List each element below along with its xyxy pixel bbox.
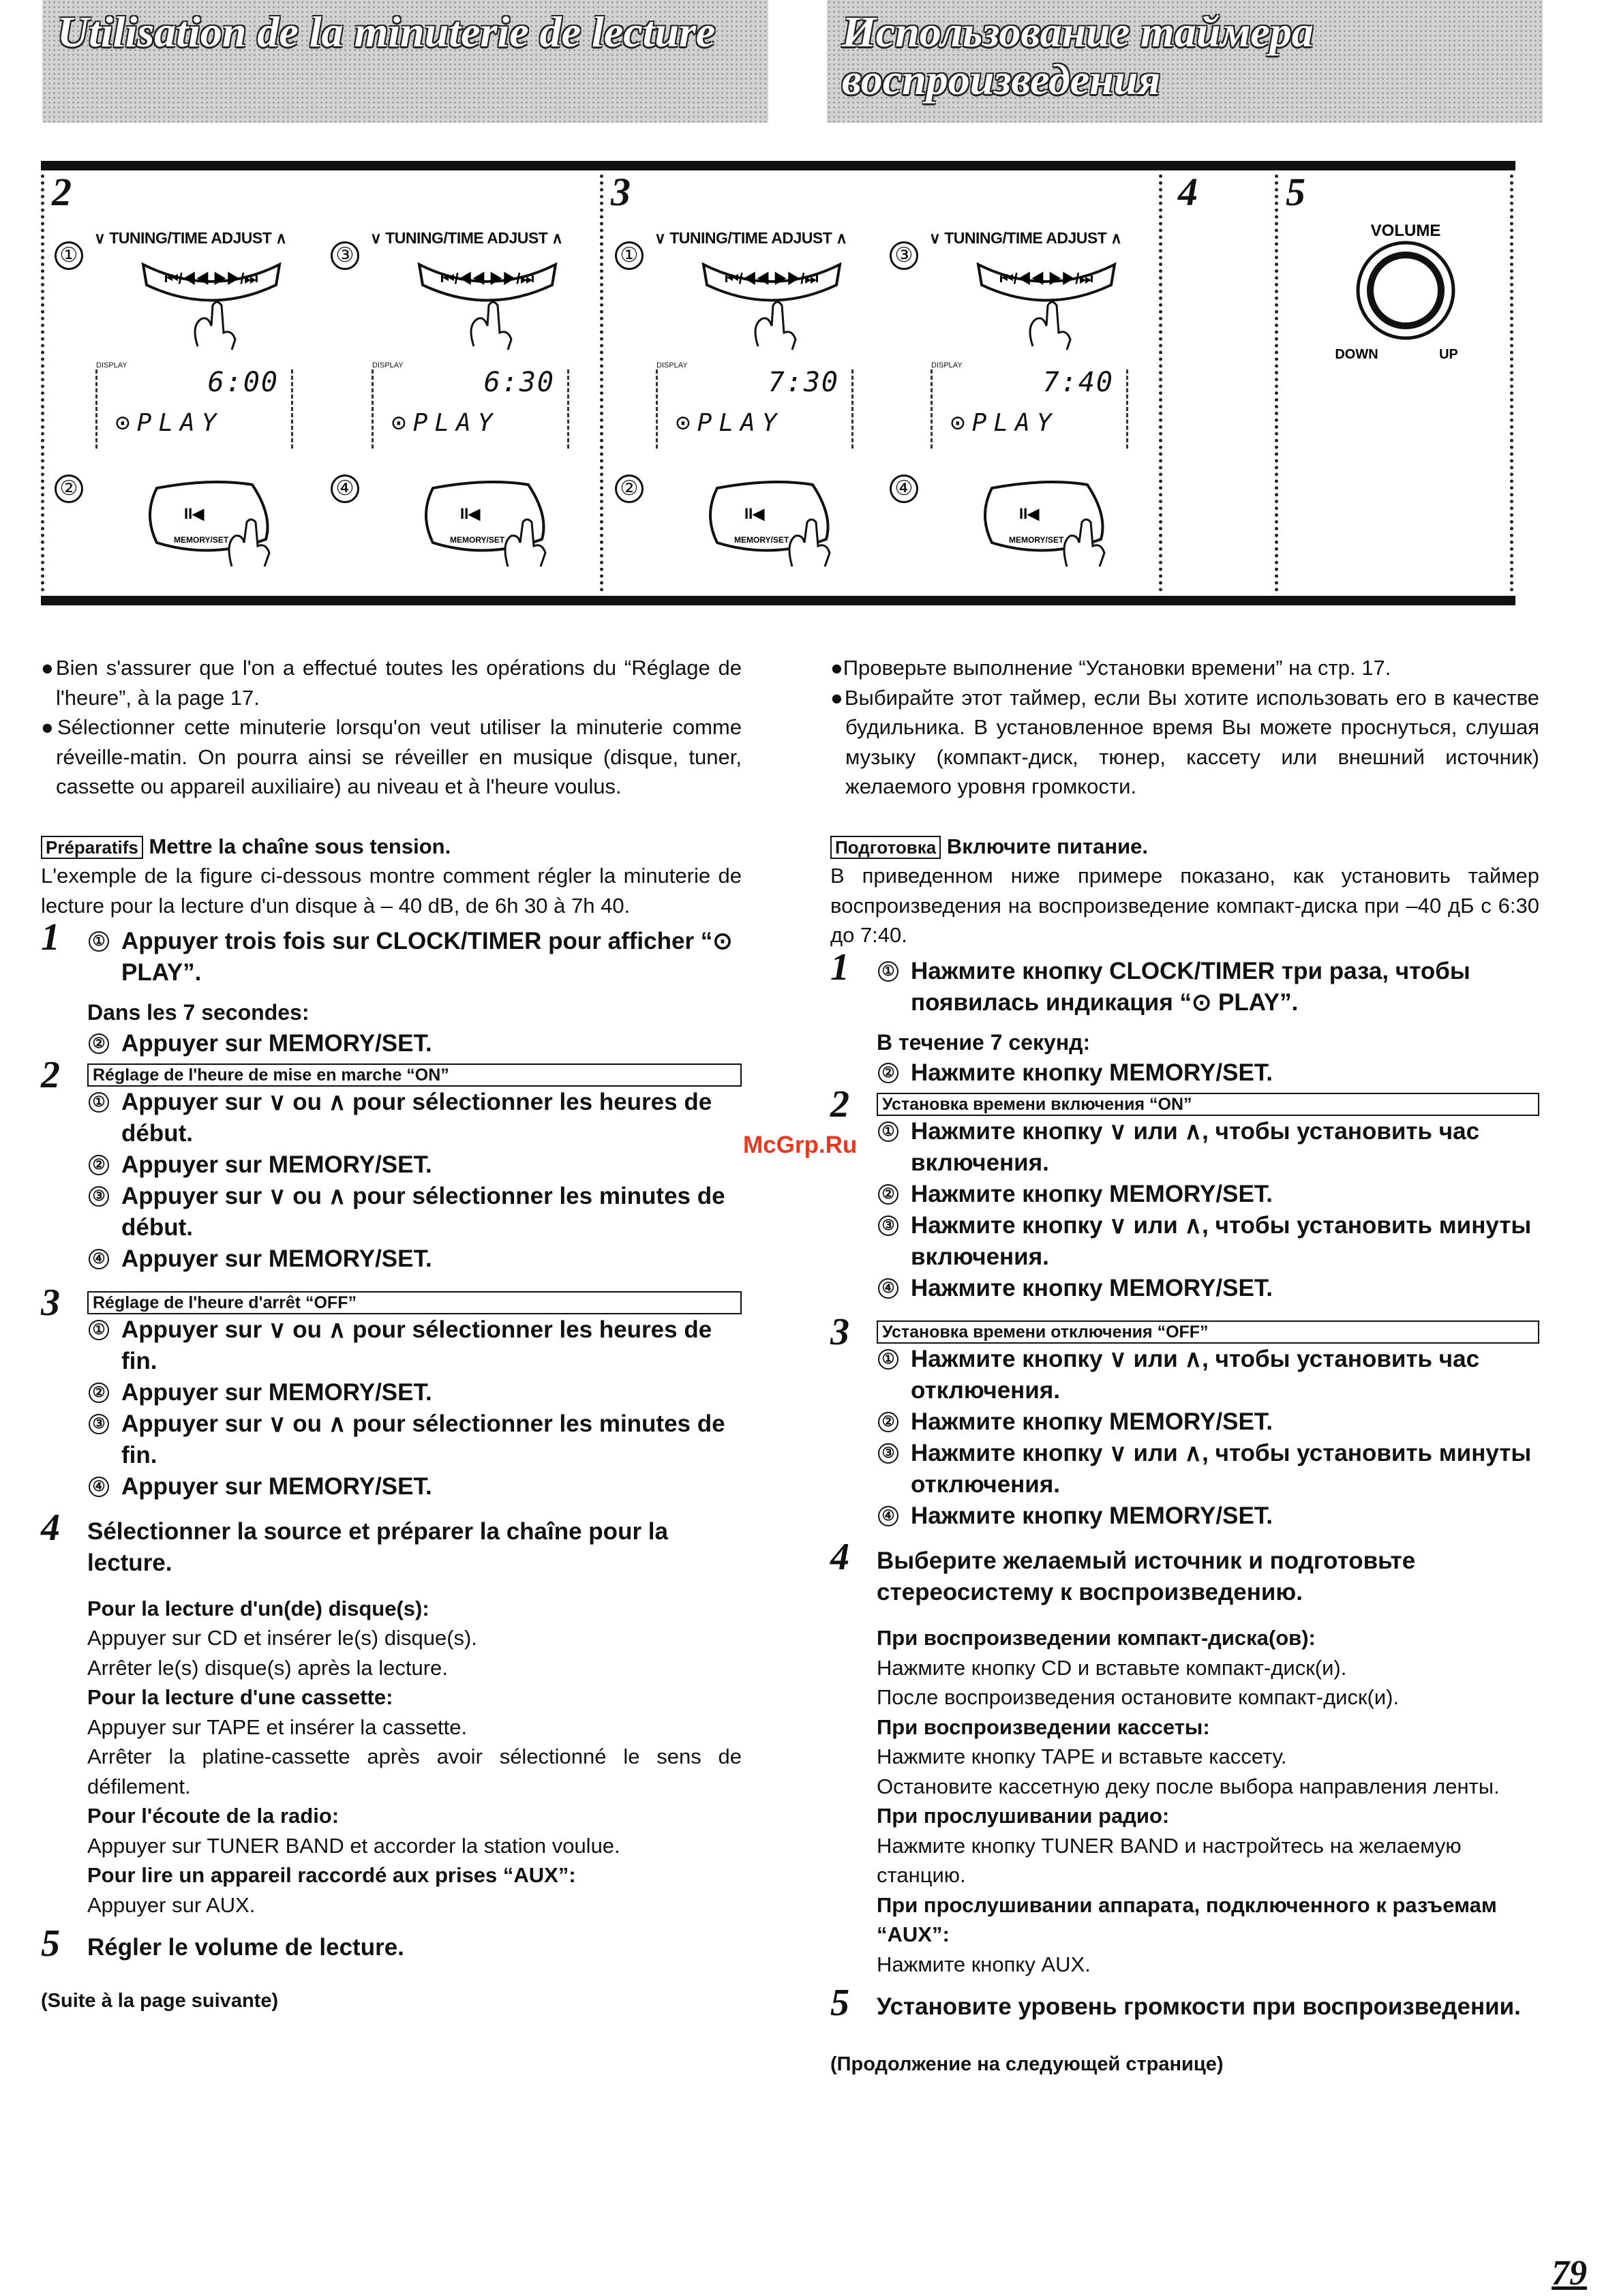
source-list [87, 1594, 742, 1920]
step-number: 4 [41, 1506, 60, 1549]
source-text: Остановите кассетную деку после выбора направления ленты. [877, 1774, 1500, 1798]
divider [1159, 175, 1162, 592]
circled-number: ③ [890, 241, 918, 270]
operation-unit [331, 175, 596, 584]
diagram-strip [41, 161, 1515, 605]
step-text: Нажмите кнопку CLOCK/TIMER три раза, чтобы появилась индикация “⊙ PLAY”. [911, 957, 1470, 1016]
svg-text:⏮/◀◀ ▶▶/⏭: ⏮/◀◀ ▶▶/⏭ [164, 270, 258, 287]
within-note: Dans les 7 secondes: [87, 1000, 309, 1025]
step-heading: Установка времени включения “ON” [877, 1093, 1539, 1116]
prep-label: Подготовка [830, 836, 941, 859]
lcd-play: ⊙PLAY [950, 409, 1059, 437]
prep-line [41, 832, 742, 862]
step-text: Régler le volume de lecture. [87, 1934, 404, 1961]
tuning-button-icon [971, 251, 1121, 353]
memory-set-button-icon [971, 474, 1121, 570]
source-text: Нажмите кнопку TAPE и вставьте кассету. [877, 1744, 1287, 1768]
svg-text:MEMORY/SET: MEMORY/SET [1009, 535, 1064, 545]
step-4 [41, 1506, 742, 1920]
prep-line [830, 832, 1539, 862]
source-text: Appuyer sur CD et insérer le(s) disque(s). [87, 1626, 477, 1650]
step-text: Appuyer trois fois sur CLOCK/TIMER pour afficher “⊙ PLAY”. [121, 928, 733, 986]
within-note: В течение 7 секунд: [877, 1029, 1091, 1055]
step-3 [41, 1281, 742, 1502]
tuning-button-icon [412, 251, 562, 353]
memory-set-button-icon [412, 474, 562, 570]
circled-number: ② [878, 1184, 898, 1205]
volume-up-label: UP [1439, 347, 1458, 362]
step-text: Appuyer sur ∨ ou ∧ pour sélectionner les minutes de fin. [121, 1410, 725, 1468]
source-text: Нажмите кнопку TUNER BAND и настройтесь на желаемую станцию. [877, 1833, 1462, 1887]
source-text: Appuyer sur AUX. [87, 1892, 256, 1917]
source-heading: При воспроизведении кассеты: [877, 1715, 1210, 1739]
divider [600, 175, 603, 592]
divider [1510, 175, 1513, 592]
tuning-label: ∨ TUNING/TIME ADJUST ∧ [929, 229, 1122, 247]
prep-text: В приведенном ниже примере показано, как установить таймер воспроизведения на воспроизведение компакт-диска при –40 дБ с 6:30 до 7:40. [830, 864, 1539, 947]
volume-panel [1288, 175, 1507, 592]
tuning-label: ∨ TUNING/TIME ADJUST ∧ [94, 229, 287, 247]
tuning-button-icon [136, 251, 286, 353]
step-text: Нажмите кнопку MEMORY/SET. [911, 1502, 1273, 1529]
svg-text:MEMORY/SET: MEMORY/SET [174, 535, 229, 545]
svg-text:II◀: II◀ [184, 505, 205, 522]
step-text: Нажмите кнопку ∨ или ∧, чтобы установить минуты включения. [911, 1212, 1532, 1270]
step-text: Sélectionner la source et préparer la chaîne pour la lecture. [87, 1517, 668, 1576]
step-text: Appuyer sur MEMORY/SET. [121, 1151, 432, 1178]
prep-title: Mettre la chaîne sous tension. [149, 834, 451, 858]
display-tag: DISPLAY [372, 361, 404, 369]
circled-number: ① [878, 961, 898, 982]
circled-number: ① [615, 241, 644, 270]
circled-number: ② [89, 1155, 109, 1175]
step-2 [830, 1083, 1539, 1304]
source-text: После воспроизведения остановите компакт-диск(и). [877, 1685, 1400, 1709]
diagram-step-number: 2 [52, 170, 72, 214]
diagram-step-number: 3 [611, 170, 631, 214]
circled-number: ③ [331, 241, 359, 270]
french-column [41, 653, 742, 2016]
step-text: Appuyer sur ∨ ou ∧ pour sélectionner les minutes de début. [121, 1182, 725, 1241]
page-title-french: Utilisation de la minuterie de lecture [57, 7, 716, 56]
circled-number: ② [89, 1033, 109, 1054]
circled-number: ① [55, 241, 83, 270]
step-3 [830, 1311, 1539, 1532]
step-5 [41, 1922, 742, 1965]
operation-unit [55, 175, 320, 584]
watermark-text: McGrp.Ru [743, 1132, 858, 1158]
step-text: Appuyer sur MEMORY/SET. [121, 1029, 432, 1057]
source-list [877, 1623, 1539, 1979]
prep-title: Включите питание. [946, 834, 1149, 858]
lcd-time: 7:30 [768, 367, 839, 398]
step-text: Нажмите кнопку MEMORY/SET. [911, 1275, 1273, 1301]
step-text: Нажмите кнопку ∨ или ∧, чтобы установить час включения. [911, 1118, 1480, 1176]
source-heading: При прослушивании радио: [877, 1804, 1170, 1828]
step-text: Appuyer sur MEMORY/SET. [121, 1472, 432, 1500]
title-banner-french [42, 0, 768, 123]
step-number: 4 [830, 1536, 849, 1578]
step-number: 1 [830, 946, 849, 988]
svg-text:II◀: II◀ [460, 505, 481, 522]
step-number: 3 [830, 1311, 849, 1353]
continued-note: (Suite à la page suivante) [41, 1990, 279, 2012]
circled-number: ③ [878, 1215, 898, 1236]
svg-text:⏮/◀◀ ▶▶/⏭: ⏮/◀◀ ▶▶/⏭ [999, 270, 1093, 287]
step-text: Нажмите кнопку MEMORY/SET. [911, 1181, 1273, 1207]
step-2 [41, 1053, 742, 1275]
volume-label: VOLUME [1370, 222, 1441, 240]
display-tag: DISPLAY [96, 361, 127, 369]
step-1 [830, 946, 1539, 1089]
page-title-russian: Использование таймера воспроизведения [842, 7, 1314, 104]
circled-number: ④ [890, 474, 918, 503]
circled-number: ② [615, 474, 644, 503]
circled-number: ③ [89, 1414, 109, 1434]
circled-number: ① [878, 1349, 898, 1370]
step-1 [41, 916, 742, 1059]
title-banner-russian [827, 0, 1543, 123]
circled-number: ④ [89, 1477, 109, 1497]
step-number: 3 [41, 1281, 60, 1324]
lcd-display [931, 361, 1128, 449]
lcd-display [372, 361, 569, 449]
operation-unit [890, 175, 1155, 584]
svg-text:II◀: II◀ [744, 505, 765, 522]
svg-text:MEMORY/SET: MEMORY/SET [450, 535, 505, 545]
step-text: Appuyer sur ∨ ou ∧ pour sélectionner les heures de début. [121, 1088, 712, 1147]
page-number: 79 [1552, 2254, 1587, 2293]
source-text: Appuyer sur TUNER BAND et accorder la station voulue. [87, 1833, 620, 1858]
source-text: Нажмите кнопку AUX. [877, 1952, 1091, 1976]
prep-text: L'exemple de la figure ci-dessous montre comment régler la minuterie de lecture pour la lecture d'un disque à – 40 dB, de 6h 30 à 7h 40. [41, 864, 742, 918]
step-4 [830, 1536, 1539, 1979]
tuning-label: ∨ TUNING/TIME ADJUST ∧ [654, 229, 847, 247]
lcd-time: 6:30 [483, 367, 555, 398]
lcd-play: ⊙PLAY [391, 409, 500, 437]
circled-number: ② [878, 1063, 898, 1083]
circled-number: ① [89, 1092, 109, 1113]
circled-number: ② [55, 474, 83, 503]
bullet-item: ●Проверьте выполнение “Установки времени” на стр. 17. [830, 656, 1391, 680]
lcd-time: 7:40 [1042, 367, 1114, 398]
source-heading: Pour la lecture d'un(de) disque(s): [87, 1596, 429, 1620]
step-text: Нажмите кнопку MEMORY/SET. [911, 1408, 1273, 1435]
step-heading: Réglage de l'heure d'arrêt “OFF” [87, 1291, 742, 1314]
step-heading: Установка времени отключения “OFF” [877, 1320, 1539, 1344]
tuning-label: ∨ TUNING/TIME ADJUST ∧ [370, 229, 563, 247]
circled-number: ④ [878, 1278, 898, 1299]
source-heading: Pour la lecture d'une cassette: [87, 1685, 393, 1709]
volume-knob-icon [1288, 215, 1507, 420]
lcd-play: ⊙PLAY [676, 409, 784, 437]
svg-text:MEMORY/SET: MEMORY/SET [734, 535, 789, 545]
step-5 [830, 1982, 1539, 2024]
step-number: 1 [41, 916, 60, 958]
svg-text:⏮/◀◀ ▶▶/⏭: ⏮/◀◀ ▶▶/⏭ [440, 270, 534, 287]
divider [1275, 175, 1278, 592]
memory-set-button-icon [136, 474, 286, 570]
source-heading: Pour l'écoute de la radio: [87, 1804, 339, 1828]
step-text: Appuyer sur ∨ ou ∧ pour sélectionner les heures de fin. [121, 1316, 712, 1374]
step-text: Appuyer sur MEMORY/SET. [121, 1378, 432, 1406]
circled-number: ① [89, 1320, 109, 1340]
step-text: Нажмите кнопку MEMORY/SET. [911, 1059, 1273, 1086]
svg-text:⏮/◀◀ ▶▶/⏭: ⏮/◀◀ ▶▶/⏭ [725, 270, 819, 287]
step-heading: Réglage de l'heure de mise en marche “ON” [87, 1063, 742, 1087]
diagram-step-number: 4 [1178, 170, 1198, 214]
source-heading: Pour lire un appareil raccordé aux prises “AUX”: [87, 1863, 576, 1887]
svg-text:II◀: II◀ [1019, 505, 1040, 522]
diagram-step-number: 5 [1286, 170, 1305, 214]
bullet-item: ●Sélectionner cette minuterie lorsqu'on veut utiliser la minuterie comme réveille-matin. On pourra ainsi se réveiller en musique (disque, tuner, cassette ou appareil auxiliaire) au niveau et à l'heure voulus. [41, 715, 742, 798]
circled-number: ① [89, 931, 109, 952]
step-number: 2 [830, 1083, 849, 1126]
source-text: Arrêter la platine-cassette après avoir sélectionné le sens de défilement. [87, 1744, 742, 1798]
circled-number: ② [878, 1412, 898, 1432]
volume-down-label: DOWN [1335, 347, 1378, 362]
circled-number: ③ [89, 1186, 109, 1207]
lcd-display [656, 361, 853, 449]
lcd-play: ⊙PLAY [115, 409, 224, 437]
step-text: Установите уровень громкости при воспроизведении. [877, 1993, 1521, 2020]
lcd-time: 6:00 [207, 367, 279, 398]
circled-number: ① [878, 1121, 898, 1142]
lcd-display [95, 361, 293, 449]
circled-number: ② [89, 1383, 109, 1403]
step-text: Нажмите кнопку ∨ или ∧, чтобы установить минуты отключения. [911, 1440, 1532, 1498]
step-number: 5 [41, 1922, 60, 1965]
display-tag: DISPLAY [931, 361, 963, 369]
display-tag: DISPLAY [656, 361, 688, 369]
divider [41, 175, 44, 592]
tuning-button-icon [697, 251, 847, 353]
step-text: Нажмите кнопку ∨ или ∧, чтобы установить час отключения. [911, 1346, 1480, 1404]
circled-number: ④ [89, 1249, 109, 1269]
source-heading: При прослушивании аппарата, подключенного к разъемам “AUX”: [877, 1892, 1497, 1946]
step-text: Appuyer sur MEMORY/SET. [121, 1245, 432, 1272]
source-text: Arrêter le(s) disque(s) après la lecture. [87, 1655, 448, 1680]
memory-set-button-icon [697, 474, 847, 570]
source-text: Appuyer sur TAPE et insérer la cassette. [87, 1715, 468, 1739]
bullet-item: ●Выбирайте этот таймер, если Вы хотите использовать его в качестве будильника. В установленное время Вы можете проснуться, слушая музыку (компакт-диск, тюнер, кассету или внешний источник) желаемого уровня громкости. [830, 685, 1539, 798]
source-heading: При воспроизведении компакт-диска(ов): [877, 1626, 1316, 1650]
prep-label: Préparatifs [41, 836, 143, 859]
circled-number: ④ [331, 474, 359, 503]
step-text: Выберите желаемый источник и подготовьте стереосистему к воспроизведению. [877, 1547, 1416, 1605]
bullet-item: ●Bien s'assurer que l'on a effectué toutes les opérations du “Réglage de l'heure”, à la page 17. [41, 656, 742, 710]
continued-note: (Продолжение на следующей странице) [830, 2053, 1224, 2075]
russian-column [830, 653, 1539, 2080]
circled-number: ③ [878, 1443, 898, 1464]
step-number: 5 [830, 1982, 849, 2024]
step-number: 2 [41, 1053, 60, 1096]
operation-unit [615, 175, 881, 584]
source-text: Нажмите кнопку CD и вставьте компакт-диск(и). [877, 1655, 1347, 1680]
bottom-rule [41, 596, 1515, 605]
circled-number: ④ [878, 1506, 898, 1526]
